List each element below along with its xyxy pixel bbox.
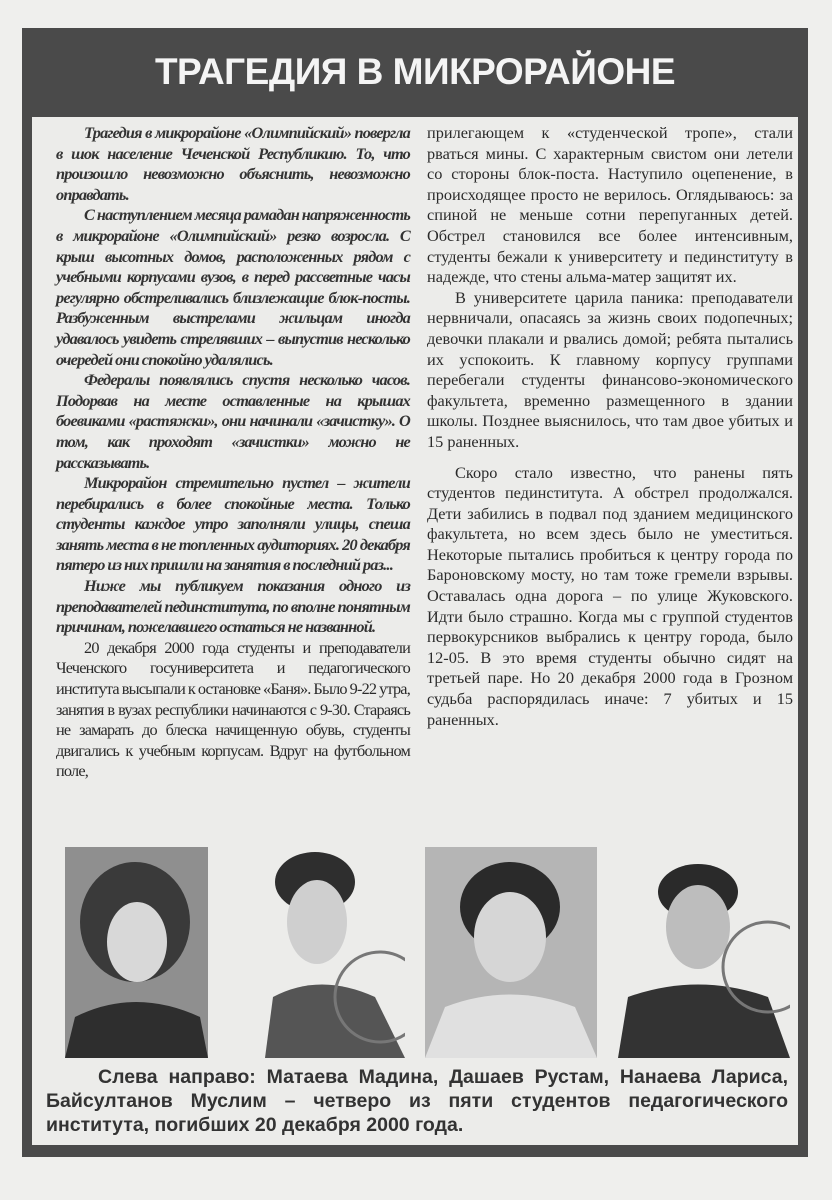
intro-paragraph: Ниже мы публикуем показания одного из преподавателей пединститута, по вполне понятным причинам, пожелавшего остаться не названной.: [56, 576, 410, 637]
article-panel: [32, 117, 798, 1145]
portrait-photo-1: [65, 847, 208, 1058]
body-paragraph: 20 декабря 2000 года студенты и преподаватели Чеченского госуниверситета и педагогического института высыпали к остановке «Баня». Было 9-22 утра, занятия в вузах республики начинаются с 9-30. Стараясь не замарать до блеска начищенную обувь, студенты двигались к учебным корпусам. Вдруг на футбольном поле,: [56, 637, 410, 781]
article-title: ТРАГЕДИЯ В МИКРОРАЙОНЕ: [154, 51, 676, 92]
portrait-photo-3: [425, 847, 597, 1058]
photo-caption-text: Слева направо: Матаева Мадина, Дашаев Рустам, Нанаева Лариса, Байсултанов Муслим – четверо из пяти студентов педагогического института, погибших 20 декабря 2000 года.: [46, 1066, 788, 1136]
left-column: [56, 123, 410, 782]
body-paragraph-continuation: прилегающем к «студенческой тропе», стали рваться мины. С характерным свистом они летели со стороны блок-поста. Наступило оцепенение, в происходящее просто не верилось. Оглядываюсь: за спиной не меньше сотни перепуганных детей. Обстрел становился все более интенсивным, студенты бежали к университету и пединституту в надежде, что стены альма-матер защитят их.: [427, 123, 793, 287]
intro-paragraph: С наступлением месяца рамадан напряженность в микрорайоне «Олимпийский» резко возросла. С крыш высотных домов, расположенных рядом с учебными корпусами вузов, в перед рассветные часы регулярно обстреливались близлежащие блок-посты. Разбуженным выстрелами жильцам иногда удавалось увидеть стрелявших – выпустив несколько очередей они спокойно удалялись.: [56, 205, 410, 369]
intro-paragraph: Микрорайон стремительно пустел – жители перебирались в более спокойные места. Только студенты каждое утро заполняли улицы, спеша занять места в не топленных аудиториях. 20 декабря пятеро из них пришли на занятия в последний раз...: [56, 473, 410, 575]
intro-paragraph: Трагедия в микрорайоне «Олимпийский» повергла в шок население Чеченской Республикию. То, что произошло невозможно объяснить, невозможно оправдать.: [56, 123, 410, 204]
portrait-photo-2: [265, 847, 405, 1058]
photo-caption: [46, 1065, 788, 1137]
intro-paragraph: Федералы появлялись спустя несколько часов. Подорвав на месте оставленные на крышах боевиками «растяжки», они начинали «зачистку». О том, как проходят «зачистки» можно не рассказывать.: [56, 370, 410, 472]
body-paragraph: Скоро стало известно, что ранены пять студентов пединститута. А обстрел продолжался. Дети забились в подвал под зданием медицинского факультета, но всем здесь было не уместиться. Некоторые пытались пробиться к центру города по Бароновскому мосту, но там тоже гремели взрывы. Оставалась одна дорога – по улице Жуковского. Идти было страшно. Когда мы с группой студентов первокурсников выбрались к центру города, было 12-05. В это время студенты обычно сидят на третьей паре. Но 20 декабря 2000 года в Грозном судьба распорядилась иначе: 7 убитых и 15 раненных.: [427, 462, 793, 729]
portrait-photo-4: [618, 847, 790, 1058]
right-column: [427, 123, 793, 730]
article-frame: [22, 28, 808, 1157]
body-paragraph: В университете царила паника: преподаватели нервничали, опасаясь за жизнь своих подопечных; девочки плакали и рвались домой; ребята пытались их успокоить. К главному корпусу группами перебегали студенты финансово-экономического факультета, временно размещенного в здании школы. Позднее выяснилось, что там двое убитых и 15 раненных.: [427, 287, 793, 451]
